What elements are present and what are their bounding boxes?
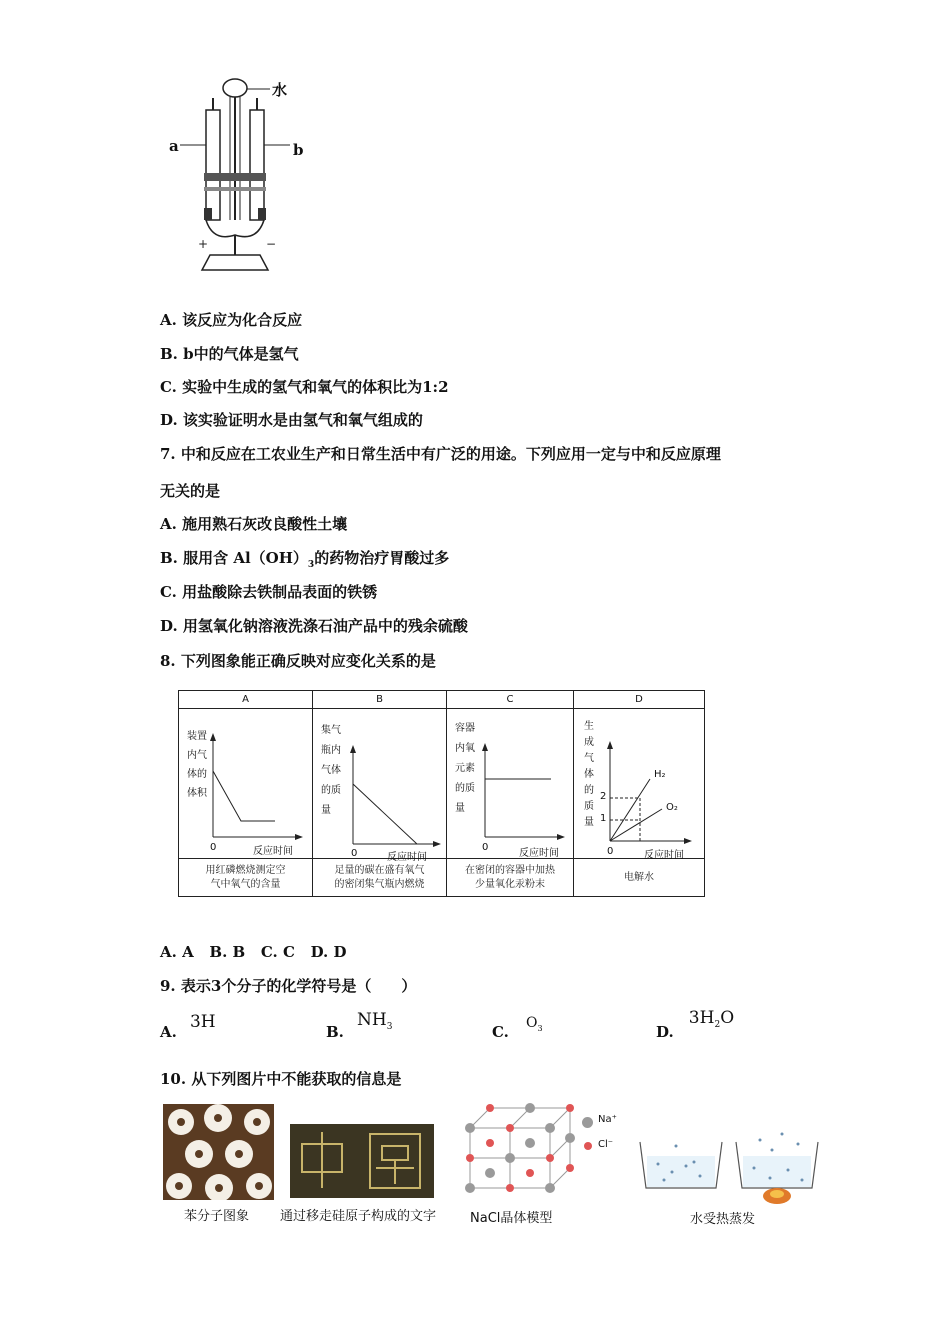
q9-formula-d-sub: 2 — [714, 1020, 721, 1031]
caption-line: 用红磷燃烧测定空 — [205, 864, 286, 876]
q6-option-a: A. 该反应为化合反应 — [160, 311, 303, 329]
graph-c-origin: 0 — [482, 842, 489, 853]
q7-option-b-tail: 的药物治疗胃酸过多 — [314, 549, 450, 567]
graph-caption-a — [179, 859, 313, 897]
graph-d-tick-2: 2 — [600, 791, 607, 802]
q7-option-c: C. 用盐酸除去铁制品表面的铁锈 — [160, 583, 378, 601]
q7-option-b-text: B. 服用含 Al（OH） — [160, 549, 308, 567]
graph-b-ylabel-line: 瓶内 — [321, 745, 341, 756]
q8-graph-table — [178, 690, 705, 897]
cl-legend-label: Cl⁻ — [598, 1139, 614, 1150]
caption-line: 在密闭的容器中加热 — [465, 864, 555, 876]
graph-a-ylabel-line: 装置 — [187, 731, 207, 742]
graph-a-ylabel-line: 内气 — [187, 750, 207, 761]
q9-option-letter: A. — [160, 1023, 177, 1041]
caption-line: 气中氧气的含量 — [210, 878, 281, 890]
q9-formula-d: 3H — [688, 1008, 715, 1028]
silicon-atoms-drawing — [290, 1124, 434, 1198]
graph-b-plot — [313, 709, 446, 859]
graph-d-tick-1: 1 — [600, 813, 607, 824]
graph-caption-b — [313, 859, 447, 897]
graph-a-ylabel-line: 体积 — [187, 788, 207, 799]
graph-header-d: D — [574, 691, 705, 709]
graph-d-ylabel-line: 气 — [584, 753, 594, 764]
q9-option-d — [656, 1008, 735, 1041]
graph-c-xlabel: 反应时间 — [519, 848, 559, 859]
q9-formula-c: O — [526, 1015, 538, 1031]
graph-b-ylabel-line: 量 — [321, 805, 331, 816]
svg-text:−: − — [266, 237, 277, 251]
caption-line: 的密闭集气瓶内燃烧 — [334, 878, 425, 890]
graph-d-series-o2: O₂ — [666, 802, 678, 813]
tube-a-label: a — [169, 137, 179, 155]
electrolysis-apparatus-figure — [160, 70, 310, 280]
graph-a — [179, 709, 313, 859]
graph-d — [574, 709, 705, 859]
electrolysis-apparatus-drawing — [160, 70, 310, 280]
q9-formula-c-sub: 3 — [537, 1024, 543, 1034]
graph-header-b: B — [313, 691, 447, 709]
q7-option-b-subscript: 3 — [307, 560, 315, 570]
graph-caption-c — [447, 859, 574, 897]
tube-b-label: b — [293, 141, 304, 159]
graph-a-xlabel: 反应时间 — [253, 846, 293, 857]
caption-silicon: 通过移走硅原子构成的文字 — [280, 1209, 437, 1224]
graph-d-origin: 0 — [607, 846, 614, 857]
graph-d-ylabel-line: 生 — [584, 721, 594, 732]
graph-d-xlabel: 反应时间 — [644, 850, 684, 861]
caption-benzene: 苯分子图象 — [184, 1209, 250, 1224]
caption-line: 电解水 — [624, 871, 654, 883]
graph-caption-d — [574, 859, 705, 897]
q9-option-c — [492, 1012, 543, 1041]
q9-formula-a: 3H — [189, 1012, 216, 1032]
graph-c-ylabel-line: 的质 — [455, 783, 475, 794]
graph-a-plot — [179, 709, 312, 859]
water-label: 水 — [272, 81, 288, 99]
graph-c-ylabel-line: 元素 — [455, 763, 475, 774]
q9-stem: 9. 表示3个分子的化学符号是（ ） — [160, 977, 417, 995]
q10-stem: 10. 从下列图片中不能获取的信息是 — [160, 1070, 402, 1088]
graph-c-ylabel-line: 容器 — [455, 723, 475, 734]
graph-d-ylabel-line: 成 — [584, 737, 594, 748]
q9-option-a — [160, 1012, 216, 1041]
nacl-crystal-image — [460, 1098, 580, 1204]
q9-formula-d-tail: O — [720, 1008, 735, 1028]
graph-b-xlabel: 反应时间 — [387, 852, 427, 863]
graph-header-c: C — [447, 691, 574, 709]
graph-d-ylabel-line: 体 — [584, 769, 594, 780]
q7-stem-line2: 无关的是 — [160, 482, 221, 500]
graph-b-origin: 0 — [351, 848, 358, 859]
q9-option-letter: B. — [326, 1023, 344, 1041]
graph-c-ylabel-line: 量 — [455, 803, 465, 814]
water-evaporation-drawing — [636, 1128, 822, 1210]
graph-d-series-h2: H₂ — [654, 769, 666, 780]
graph-b-ylabel-line: 集气 — [321, 725, 341, 736]
graph-d-plot — [574, 709, 704, 859]
graph-d-ylabel-line: 量 — [584, 817, 594, 828]
q9-option-b — [326, 1010, 393, 1041]
graph-d-ylabel-line: 的 — [584, 785, 594, 796]
na-legend-label: Na⁺ — [598, 1114, 617, 1125]
q8-answer-options: A. A B. B C. C D. D — [160, 943, 347, 961]
q9-option-letter: D. — [656, 1023, 674, 1041]
q8-stem: 8. 下列图象能正确反映对应变化关系的是 — [160, 652, 436, 670]
q7-option-b — [160, 548, 449, 575]
graph-c-plot — [447, 709, 573, 859]
graph-d-ylabel-line: 质 — [584, 801, 594, 812]
q7-stem-line1: 7. 中和反应在工农业生产和日常生活中有广泛的用途。下列应用一定与中和反应原理 — [160, 445, 721, 463]
q7-option-d: D. 用氢氧化钠溶液洗涤石油产品中的残余硫酸 — [160, 617, 468, 635]
q9-formula-b-sub: 3 — [386, 1022, 393, 1033]
q6-option-c: C. 实验中生成的氢气和氧气的体积比为1:2 — [160, 378, 449, 396]
benzene-molecule-drawing — [163, 1104, 274, 1200]
q7-option-a: A. 施用熟石灰改良酸性土壤 — [160, 515, 348, 533]
cl-legend-icon — [584, 1142, 592, 1150]
water-evaporation-image — [636, 1128, 822, 1210]
q6-option-b: B. b中的气体是氢气 — [160, 345, 299, 363]
caption-evaporation: 水受热蒸发 — [690, 1212, 756, 1227]
q6-option-d: D. 该实验证明水是由氢气和氧气组成的 — [160, 411, 423, 429]
caption-nacl: NaCl晶体模型 — [470, 1211, 553, 1226]
graph-header-a: A — [179, 691, 313, 709]
graph-a-ylabel-line: 体的 — [187, 769, 207, 780]
q9-formula-b: NH — [357, 1010, 387, 1030]
caption-line: 少量氧化汞粉末 — [475, 878, 545, 890]
graph-b-ylabel-line: 气体 — [321, 765, 341, 776]
graph-c-ylabel-line: 内氧 — [455, 743, 475, 754]
graph-b — [313, 709, 447, 863]
nacl-crystal-drawing — [460, 1098, 580, 1204]
na-legend-icon — [582, 1117, 593, 1128]
graph-b-ylabel-line: 的质 — [321, 785, 341, 796]
q9-option-letter: C. — [492, 1023, 509, 1041]
svg-text:+: + — [198, 237, 209, 251]
graph-a-origin: 0 — [210, 842, 217, 853]
graph-c — [447, 709, 574, 859]
silicon-atoms-image — [290, 1124, 434, 1198]
caption-line: 足量的碳在盛有氧气 — [334, 864, 425, 876]
benzene-molecule-image — [163, 1104, 274, 1200]
